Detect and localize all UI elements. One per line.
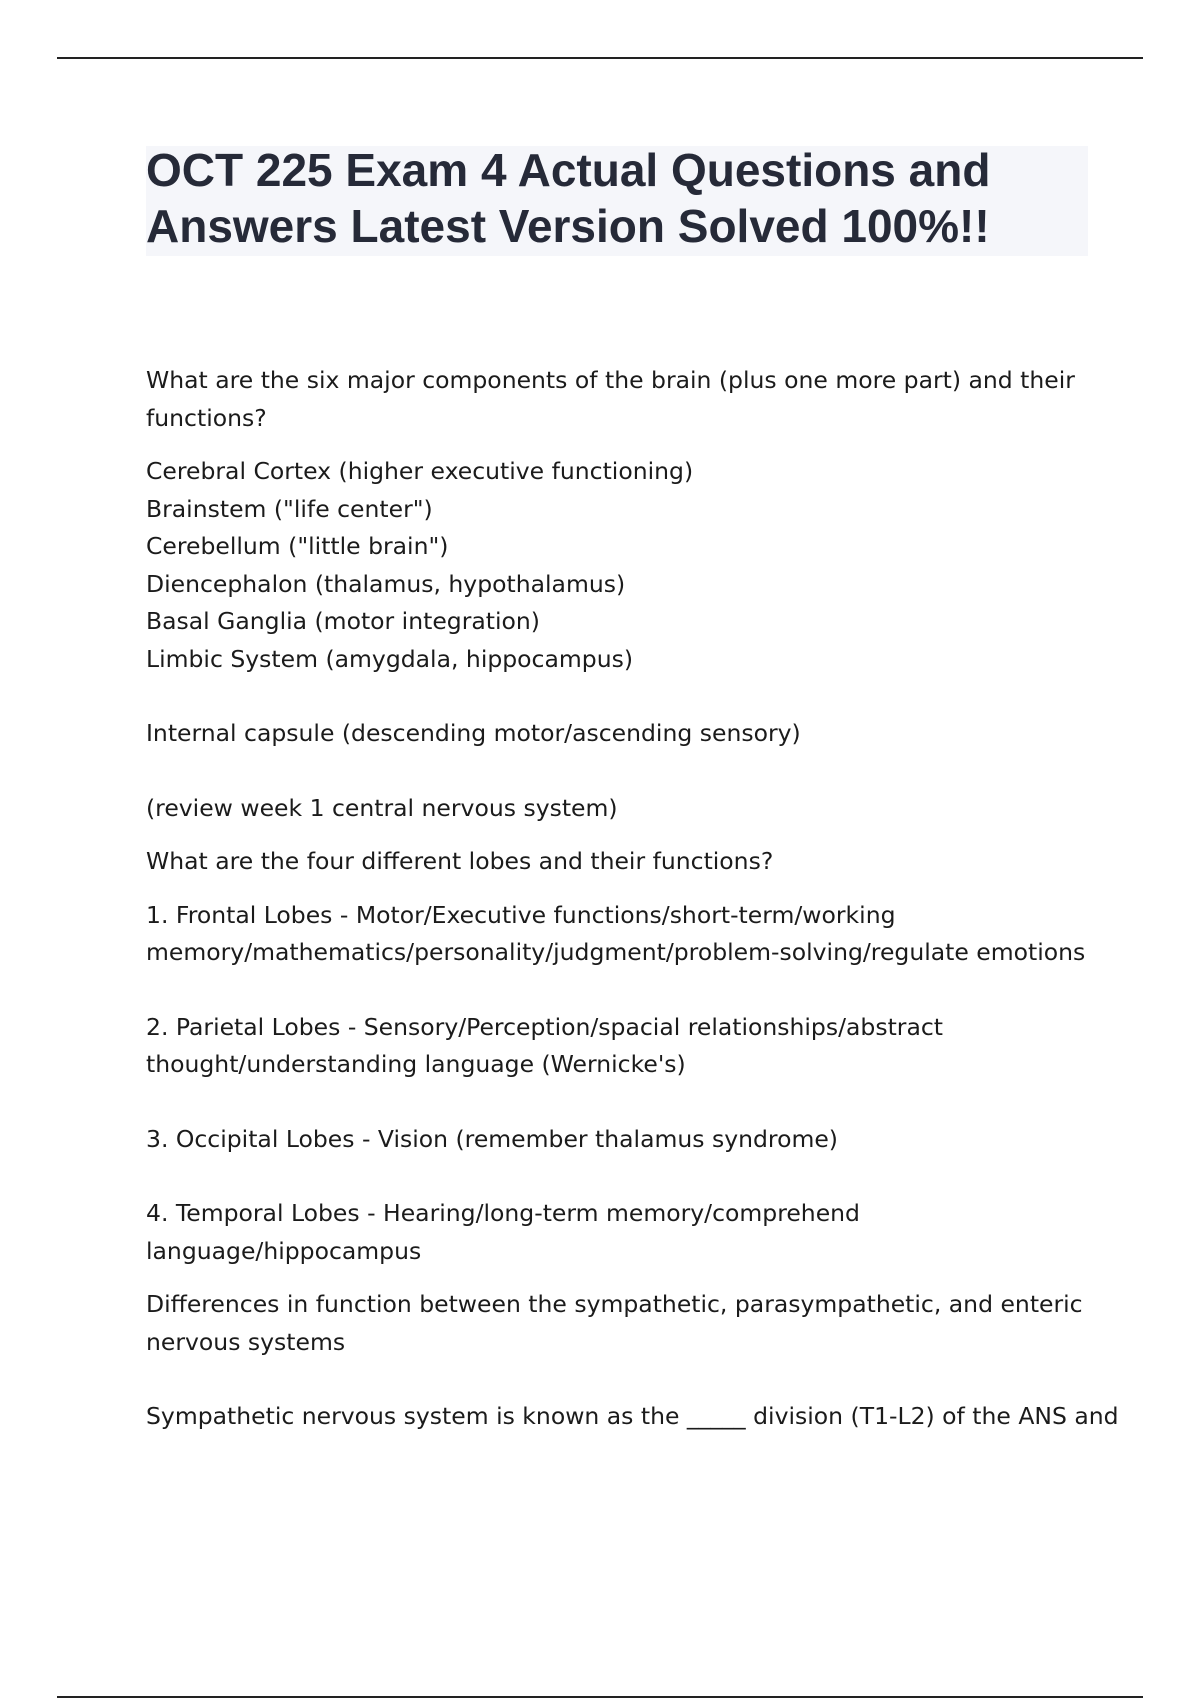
document-body xyxy=(146,362,1119,1436)
question xyxy=(146,843,1091,881)
answer-line: 2. Parietal Lobes - Sensory/Perception/spacial relationships/abstract xyxy=(146,1012,943,1041)
answer-line: 4. Temporal Lobes - Hearing/long-term memory/comprehend xyxy=(146,1199,860,1227)
answer-line: Diencephalon (thalamus, hypothalamus) xyxy=(146,569,626,598)
answer-line: language/hippocampus xyxy=(146,1236,422,1265)
answer-line: 1. Frontal Lobes - Motor/Executive functions/short-term/working xyxy=(146,900,896,929)
answer-line: Limbic System (amygdala, hippocampus) xyxy=(146,644,633,673)
answer-line: thought/understanding language (Wernicke's) xyxy=(146,1050,686,1078)
question xyxy=(146,362,1091,437)
answer-line: Basal Ganglia (motor integration) xyxy=(146,607,540,635)
question-line: What are the four different lobes and their functions? xyxy=(146,847,774,875)
answer-line: Cerebellum ("little brain") xyxy=(146,532,449,560)
card-2 xyxy=(146,843,1091,1270)
card-3 xyxy=(146,1286,1119,1436)
answer xyxy=(146,897,1091,1271)
question-line: What are the six major components of the brain (plus one more part) and their xyxy=(146,366,1075,394)
question-line: nervous systems xyxy=(146,1327,346,1356)
answer-line: Brainstem ("life center") xyxy=(146,494,433,523)
answer-line: memory/mathematics/personality/judgment/problem-solving/regulate emotions xyxy=(146,938,1086,966)
question xyxy=(146,1286,1091,1361)
answer-line: 3. Occipital Lobes - Vision (remember thalamus syndrome) xyxy=(146,1124,838,1153)
answer xyxy=(146,453,1091,827)
footer-rule xyxy=(57,1696,1143,1698)
answer-line: Cerebral Cortex (higher executive functioning) xyxy=(146,457,694,485)
title-line: Answers Latest Version Solved 100%!! xyxy=(146,200,990,252)
document-title xyxy=(146,142,1088,254)
question-line: Differences in function between the sympathetic, parasympathetic, and enteric xyxy=(146,1290,1083,1318)
card-1 xyxy=(146,362,1091,827)
answer-line: Sympathetic nervous system is known as the _____ division (T1-L2) of the ANS and xyxy=(146,1402,1119,1430)
question-line: functions? xyxy=(146,403,267,432)
answer xyxy=(146,1361,1119,1436)
answer-line: Internal capsule (descending motor/ascending sensory) xyxy=(146,719,801,747)
title-line: OCT 225 Exam 4 Actual Questions and xyxy=(146,144,991,196)
header-rule xyxy=(57,57,1143,59)
answer-line: (review week 1 central nervous system) xyxy=(146,793,618,822)
